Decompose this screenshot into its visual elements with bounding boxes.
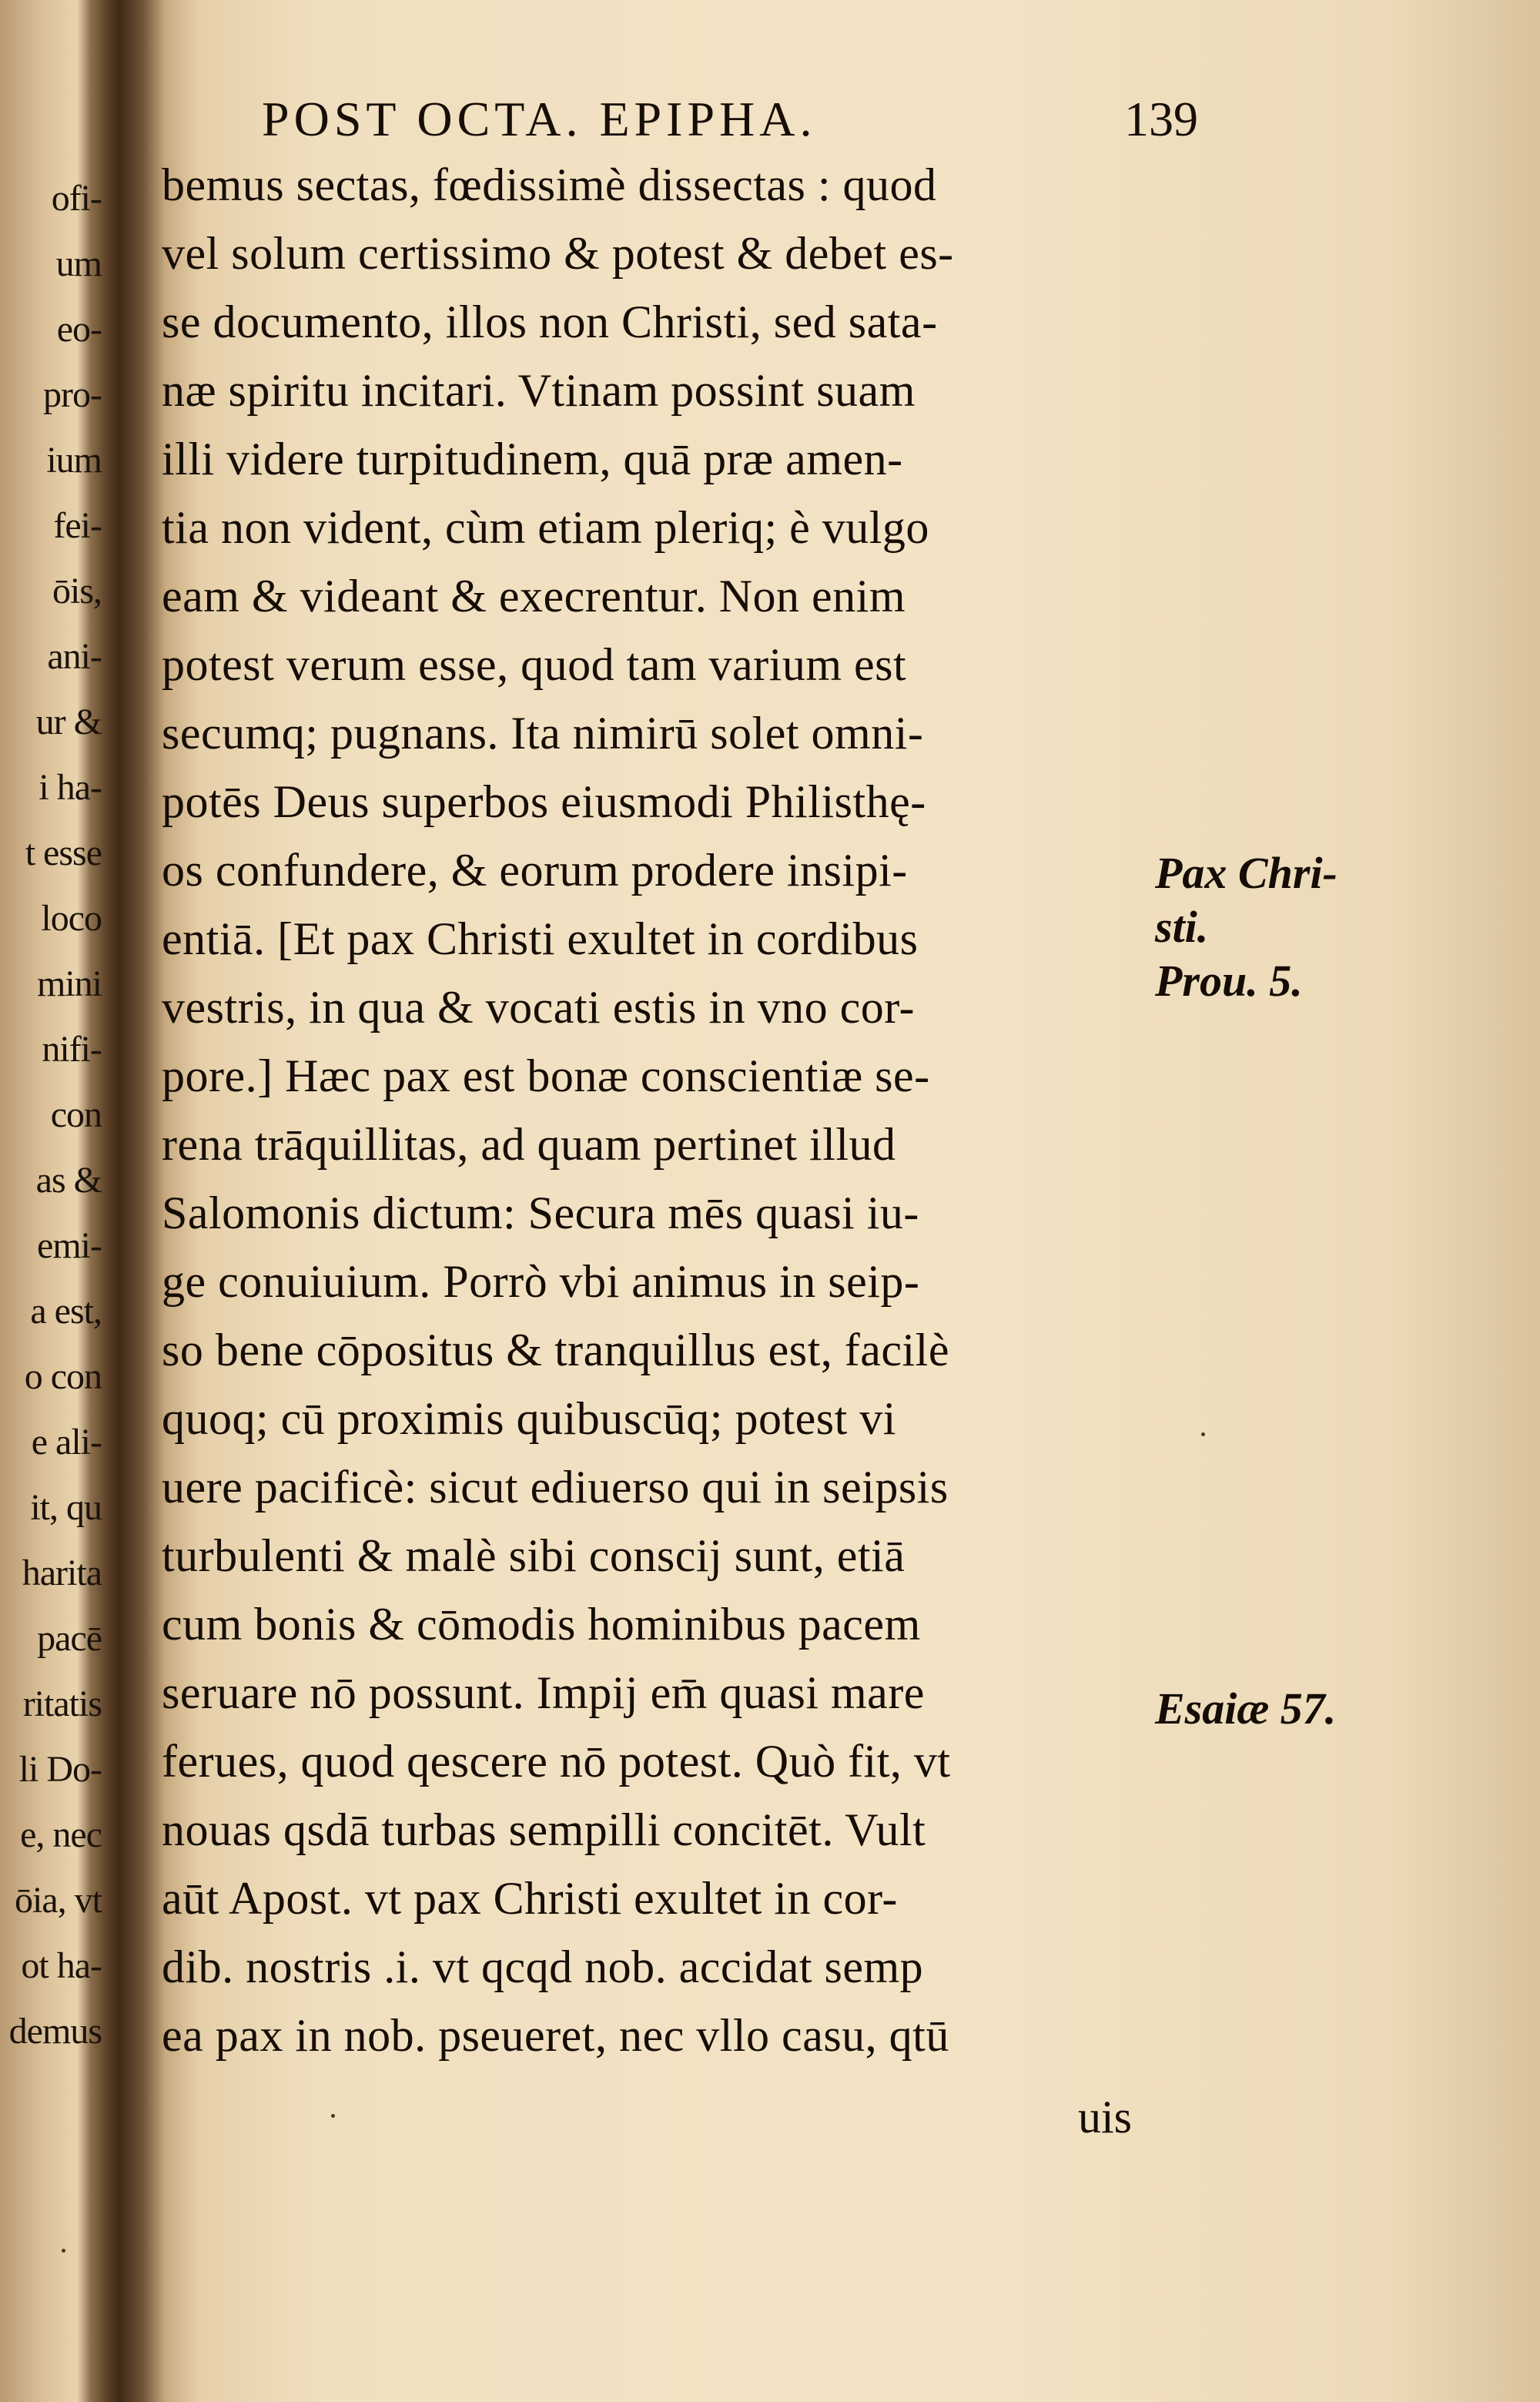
facing-page-line: as & bbox=[35, 1160, 102, 1201]
folio-number: 139 bbox=[1124, 92, 1198, 146]
facing-page-line: ur & bbox=[35, 702, 102, 742]
text-line: quoq; cū proximis quibuscūq; potest vi bbox=[162, 1393, 896, 1444]
text-line: os confundere, & eorum prodere insipi- bbox=[162, 845, 908, 896]
text-line: tia non vident, cùm etiam pleriq; è vulgo bbox=[162, 502, 929, 553]
text-line: Salomonis dictum: Secura mēs quasi iu- bbox=[162, 1188, 919, 1238]
facing-page-line: eo- bbox=[56, 309, 102, 350]
facing-page-line: li Do- bbox=[18, 1749, 102, 1790]
ink-speck bbox=[1201, 1432, 1205, 1436]
catchword: uis bbox=[1078, 2092, 1133, 2142]
facing-page-line: mini bbox=[36, 963, 102, 1004]
text-line: ea pax in nob. pseueret, nec vllo casu, qtū bbox=[162, 2010, 949, 2061]
text-line: secumq; pugnans. Ita nimirū solet omni- bbox=[162, 708, 924, 759]
text-line: ferues, quod qescere nō potest. Quò fit, vt bbox=[162, 1736, 951, 1787]
text-line: seruare nō possunt. Impij em̄ quasi mare bbox=[162, 1667, 925, 1718]
text-line: vel solum certissimo & potest & debet es- bbox=[162, 228, 954, 279]
text-line: cum bonis & cōmodis hominibus pacem bbox=[162, 1599, 921, 1650]
marginal-note: Prou. 5. bbox=[1155, 956, 1303, 1006]
facing-page-line: ofi- bbox=[51, 178, 102, 219]
marginal-note: Esaiæ 57. bbox=[1155, 1683, 1337, 1734]
facing-page-line: ium bbox=[46, 440, 102, 481]
facing-page-line: it, qu bbox=[30, 1487, 102, 1528]
text-line: dib. nostris .i. vt qcqd nob. accidat semp bbox=[162, 1941, 924, 1992]
text-line: bemus sectas, fœdissimè dissectas : quod bbox=[162, 159, 937, 210]
right-page bbox=[154, 0, 1540, 2402]
marginal-note: Pax Chri- bbox=[1155, 848, 1337, 898]
text-line: turbulenti & malè sibi conscij sunt, etiā bbox=[162, 1530, 906, 1581]
text-line: næ spiritu incitari. Vtinam possint suam bbox=[162, 365, 916, 416]
text-line: potest verum esse, quod tam varium est bbox=[162, 639, 907, 690]
facing-page-line: o con bbox=[24, 1356, 102, 1397]
facing-page-line: a est, bbox=[30, 1291, 102, 1332]
text-line: illi videre turpitudinem, quā præ amen- bbox=[162, 434, 903, 484]
running-head bbox=[262, 91, 1340, 148]
facing-page-line: fei- bbox=[53, 505, 102, 546]
text-line: aūt Apost. vt pax Christi exultet in cor- bbox=[162, 1873, 898, 1924]
facing-page-line: i ha- bbox=[38, 767, 102, 808]
text-line: entiā. [Et pax Christi exultet in cordibus bbox=[162, 913, 919, 964]
ink-speck bbox=[331, 2114, 335, 2118]
ink-speck bbox=[62, 2249, 65, 2253]
text-line: vestris, in qua & vocati estis in vno cor- bbox=[162, 982, 915, 1033]
facing-page-line: pro- bbox=[43, 374, 102, 415]
facing-page-line: t esse bbox=[25, 832, 102, 873]
facing-page-line: loco bbox=[41, 898, 102, 939]
facing-page-line: um bbox=[55, 243, 102, 284]
running-head-title: POST OCTA. EPIPHA. bbox=[262, 92, 817, 146]
facing-page-line: ritatis bbox=[22, 1683, 102, 1724]
text-line: rena trāquillitas, ad quam pertinet illud bbox=[162, 1119, 896, 1170]
facing-page-line: pacē bbox=[37, 1618, 102, 1659]
text-line: nouas qsdā turbas sempilli concitēt. Vult bbox=[162, 1804, 926, 1855]
facing-page-line: emi- bbox=[37, 1225, 102, 1266]
text-line: eam & videant & execrentur. Non enim bbox=[162, 571, 906, 621]
text-line: se documento, illos non Christi, sed sata- bbox=[162, 296, 938, 347]
facing-page-line: demus bbox=[8, 2011, 102, 2052]
marginal-note: sti. bbox=[1155, 902, 1209, 952]
facing-page-fragment bbox=[0, 177, 108, 2102]
facing-page-line: con bbox=[50, 1094, 102, 1135]
text-line: ge conuiuium. Porrò vbi animus in seip- bbox=[162, 1256, 920, 1307]
facing-page-line: ōis, bbox=[52, 571, 102, 611]
facing-page-line: harita bbox=[22, 1553, 102, 1593]
text-line: so bene cōpositus & tranquillus est, facilè bbox=[162, 1325, 949, 1375]
facing-page-line: e, nec bbox=[20, 1814, 102, 1855]
facing-page-line: ani- bbox=[47, 636, 102, 677]
text-line: uere pacificè: sicut ediuerso qui in seipsis bbox=[162, 1462, 949, 1513]
facing-page-line: e ali- bbox=[31, 1422, 102, 1462]
facing-page-line: ot ha- bbox=[21, 1945, 102, 1986]
facing-page-line: ōia, vt bbox=[15, 1880, 102, 1921]
facing-page-line: nifi- bbox=[42, 1029, 102, 1070]
text-line: potēs Deus superbos eiusmodi Philisthę- bbox=[162, 776, 926, 827]
text-line: pore.] Hæc pax est bonæ conscientiæ se- bbox=[162, 1050, 930, 1101]
